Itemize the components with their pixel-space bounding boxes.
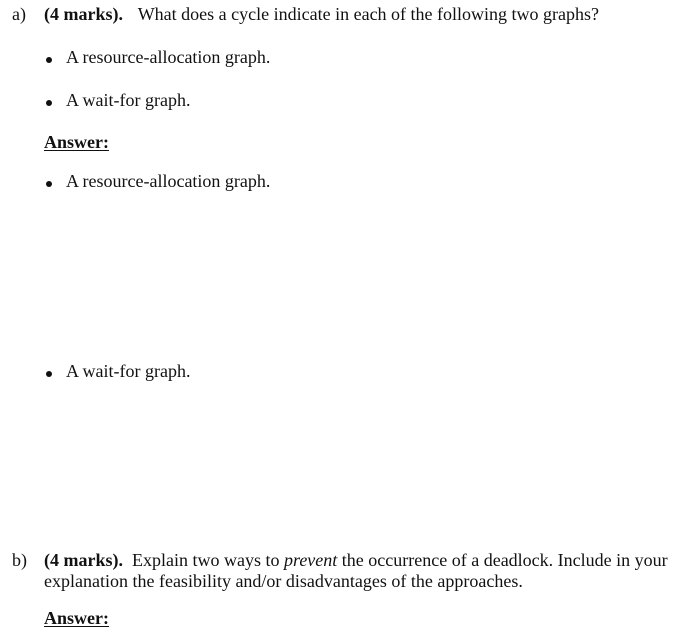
question-b-prompt [44, 550, 694, 592]
bullet-icon [46, 371, 52, 377]
bullet-icon [46, 181, 52, 187]
bullet-icon [46, 57, 52, 63]
bullet-icon [46, 100, 52, 106]
question-b-text-post: the occurrence of a deadlock. Include in your explanation the feasibility and/or disadvantages of the approaches. [44, 550, 668, 591]
answer-a-bullet-1: A resource-allocation graph. [66, 171, 271, 191]
question-a-text: What does a cycle indicate in each of the following two graphs? [137, 4, 600, 24]
question-a-marks: (4 marks). [44, 4, 123, 24]
question-b-label: b) [12, 550, 27, 570]
question-a-label: a) [12, 4, 26, 24]
question-b-text-emphasis: prevent [283, 550, 338, 570]
question-a-bullet-1: A resource-allocation graph. [66, 47, 271, 67]
answer-a-label: Answer: [44, 132, 109, 152]
question-b-text-pre: Explain two ways to [132, 550, 280, 570]
question-a-bullet-2: A wait-for graph. [66, 90, 191, 110]
answer-a-bullet-2: A wait-for graph. [66, 361, 191, 381]
question-a-prompt [44, 4, 599, 25]
question-b-marks: (4 marks). [44, 550, 123, 570]
answer-b-label: Answer: [44, 608, 109, 628]
